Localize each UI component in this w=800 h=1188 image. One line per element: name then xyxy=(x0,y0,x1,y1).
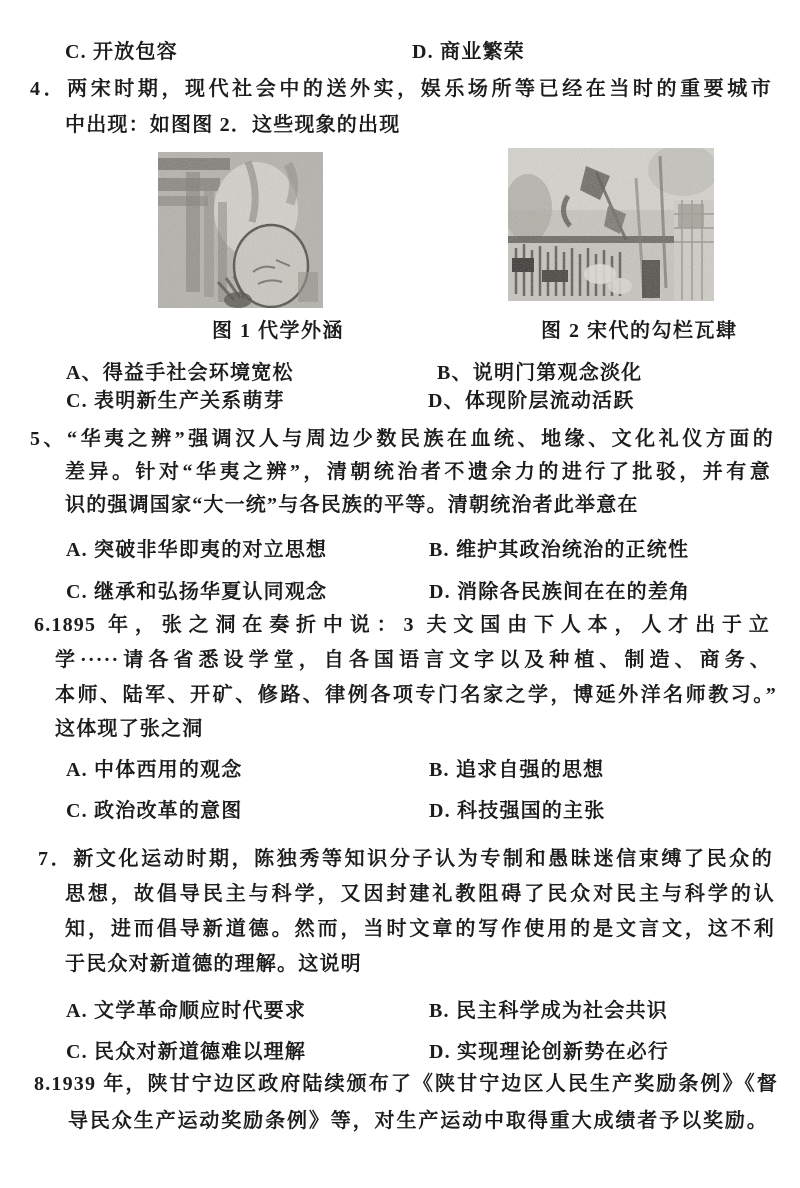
q5-text-line3: 识的强调国家“大一统”与各民族的平等。清朝统治者此举意在 xyxy=(65,494,639,516)
q4-text-line2: 中出现：如图图 2．这些现象的出现 xyxy=(65,114,401,136)
q4-option-a: A、得益手社会环境宽松 xyxy=(66,362,294,384)
q5-option-d: D. 消除各民族间在在的差角 xyxy=(429,581,691,603)
q5-option-b: B. 维护其政治统治的正统性 xyxy=(429,539,690,561)
q6-text-line1: 6.1895 年，张之洞在奏折中说：3 夫文国由下人本，人才出于立 xyxy=(34,614,770,636)
q5-text-line1: 5、“华夷之辨”强调汉人与周边少数民族在血统、地缘、文化礼仪方面的 xyxy=(30,428,774,450)
q6-option-a: A. 中体西用的观念 xyxy=(66,759,243,781)
figure-1 xyxy=(158,152,323,308)
figure-1-caption: 图 1 代学外涵 xyxy=(212,320,344,342)
q7-option-c: C. 民众对新道德难以理解 xyxy=(66,1041,307,1063)
q7-option-d: D. 实现理论创新势在必行 xyxy=(429,1041,670,1063)
q7-text-line3: 知，进而倡导新道德。然而，当时文章的写作使用的是文言文，这不利 xyxy=(65,918,775,940)
q7-option-a: A. 文学革命顺应时代要求 xyxy=(66,1000,307,1022)
q8-text-line2: 导民众生产运动奖励条例》等，对生产运动中取得重大成绩者予以奖励。 xyxy=(68,1110,768,1132)
q4-option-b: B、说明门第观念淡化 xyxy=(437,362,643,384)
q6-text-line4: 这体现了张之洞 xyxy=(55,718,204,740)
q5-text-line2: 差异。针对“华夷之辨”，清朝统治者不遗余力的进行了批驳，并有意 xyxy=(65,461,771,483)
q6-option-d: D. 科技强国的主张 xyxy=(429,800,606,822)
q6-option-c: C. 政治改革的意图 xyxy=(66,800,243,822)
q7-text-line4: 于民众对新道德的理解。这说明 xyxy=(65,953,362,975)
q6-text-line3: 本师、陆军、开矿、修路、律例各项专门名家之学，博延外洋名师教习。” xyxy=(55,684,777,706)
q5-option-a: A. 突破非华即夷的对立思想 xyxy=(66,539,328,561)
figure-2-caption: 图 2 宋代的勾栏瓦肆 xyxy=(541,320,738,342)
q7-option-b: B. 民主科学成为社会共识 xyxy=(429,1000,668,1022)
q6-text-line2: 学·····请各省悉设学堂，自各国语言文字以及种植、制造、商务、 xyxy=(55,649,771,671)
prev-option-c: C. 开放包容 xyxy=(65,41,178,63)
q4-option-c: C. 表明新生产关系萌芽 xyxy=(66,390,285,412)
prev-option-d: D. 商业繁荣 xyxy=(412,41,525,63)
q5-option-c: C. 继承和弘扬华夏认同观念 xyxy=(66,581,328,603)
q4-option-d: D、体现阶层流动活跃 xyxy=(428,390,635,412)
q6-option-b: B. 追求自强的思想 xyxy=(429,759,605,781)
figure-2-image xyxy=(508,148,714,301)
q8-text-line1: 8.1939 年，陕甘宁边区政府陆续颁布了《陕甘宁边区人民生产奖励条例》《督 xyxy=(34,1073,778,1095)
q7-text-line1: 7．新文化运动时期，陈独秀等知识分子认为专制和愚昧迷信束缚了民众的 xyxy=(38,848,773,870)
q4-text-line1: 4．两宋时期，现代社会中的送外实，娱乐场所等已经在当时的重要城市 xyxy=(30,78,772,100)
figure-1-image xyxy=(158,152,323,308)
figure-2 xyxy=(508,148,714,301)
q7-text-line2: 思想，故倡导民主与科学，又因封建礼教阻碍了民众对民主与科学的认 xyxy=(65,883,775,905)
